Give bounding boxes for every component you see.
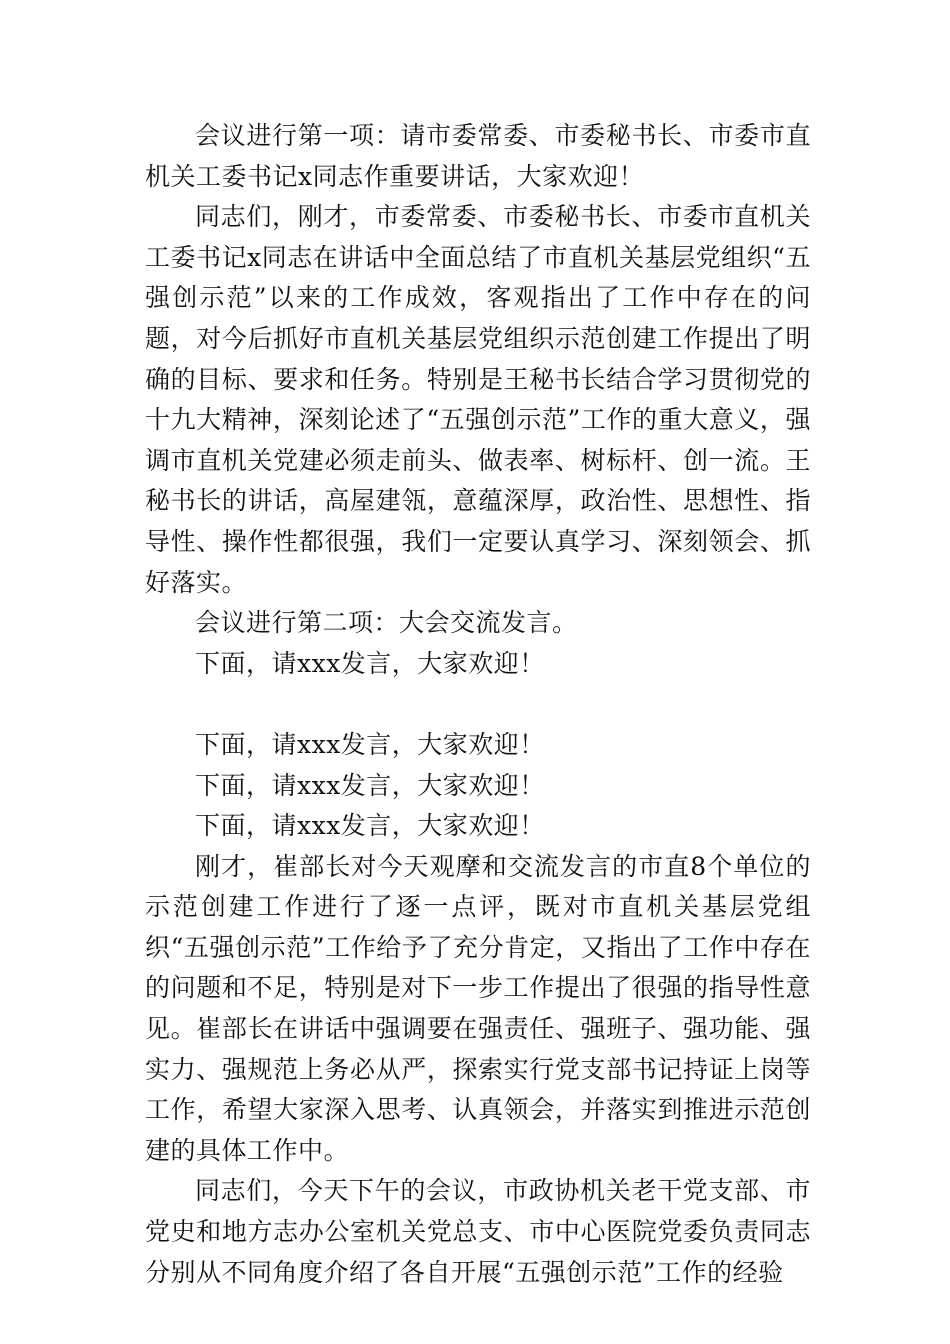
paragraph-closing-summary: 同志们，今天下午的会议，市政协机关老干党支部、市党史和地方志办公室机关党总支、市中心医院党委负责同志分别从不同角度介绍了各自开展“五强创示范”工作的经验	[145, 1176, 811, 1287]
paragraph-speaker-intro-3: 下面，请xxx发言，大家欢迎！	[195, 770, 545, 800]
paragraph-review-remarks: 刚才，崔部长对今天观摩和交流发言的市直8个单位的示范创建工作进行了逐一点评，既对市直机关基层党组织“五强创示范”工作给予了充分肯定，又指出了工作中存在的问题和不足，特别是对下一步工作提出了很强的指导性意见。崔部长在讲话中强调要在强责任、强班子、强功能、强实力、强规范上务必从严，探索实行党支部书记持证上岗等工作，希望大家深入思考、认真领会，并落实到推进示范创建的具体工作中。	[145, 851, 811, 1165]
paragraph-agenda-item-2: 会议进行第二项：大会交流发言。	[195, 608, 578, 638]
paragraph-speaker-intro-2: 下面，请xxx发言，大家欢迎！	[195, 729, 545, 759]
paragraph-speaker-intro-1: 下面，请xxx发言，大家欢迎！	[195, 648, 545, 678]
document-body	[145, 116, 811, 1293]
paragraph-agenda-item-1: 会议进行第一项：请市委常委、市委秘书长、市委市直机关工委书记x同志作重要讲话，大家欢迎！	[145, 121, 811, 191]
blank-line	[145, 684, 811, 725]
paragraph-speaker-intro-4: 下面，请xxx发言，大家欢迎！	[195, 811, 545, 841]
paragraph-summary-speech: 同志们，刚才，市委常委、市委秘书长、市委市直机关工委书记x同志在讲话中全面总结了市直机关基层党组织“五强创示范”以来的工作成效，客观指出了工作中存在的问题，对今后抓好市直机关基层党组织示范创建工作提出了明确的目标、要求和任务。特别是王秘书长结合学习贯彻党的十九大精神，深刻论述了“五强创示范”工作的重大意义，强调市直机关党建必须走前头、做表率、树标杆、创一流。王秘书长的讲话，高屋建瓴，意蕴深厚，政治性、思想性、指导性、操作性都很强，我们一定要认真学习、深刻领会、抓好落实。	[145, 202, 811, 597]
